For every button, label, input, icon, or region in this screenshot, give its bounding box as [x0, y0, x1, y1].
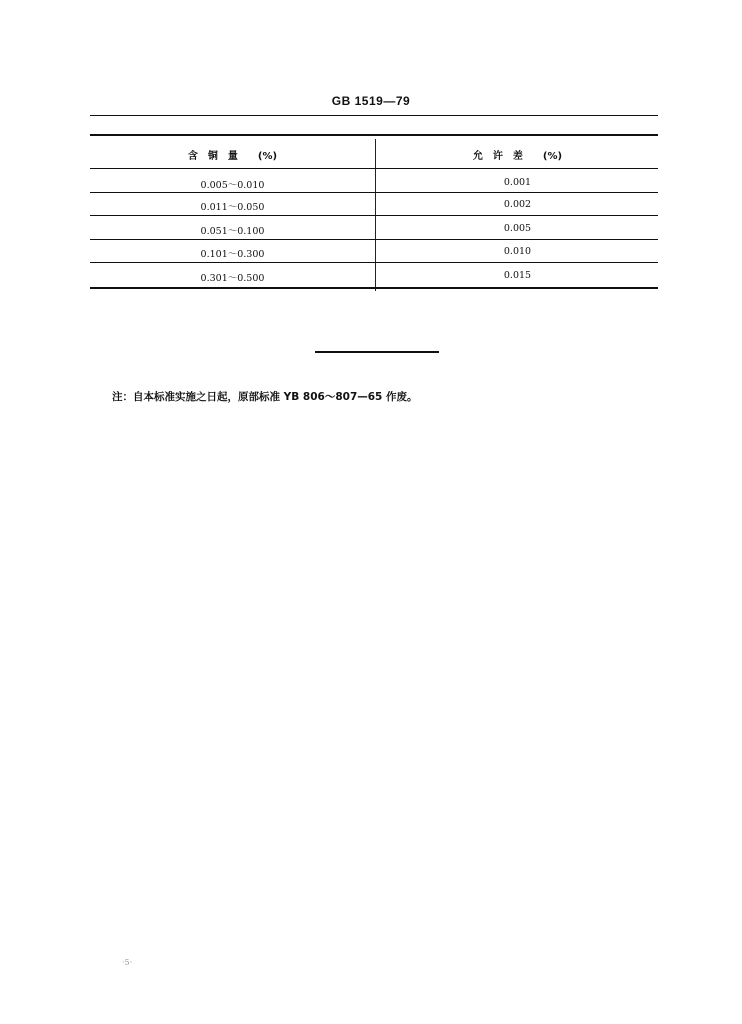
tolerance-value: 0.010	[503, 246, 532, 257]
column-header-copper-content: 含 铜 量 (%)	[187, 151, 278, 162]
row-rule	[90, 215, 658, 216]
table-top-rule	[90, 115, 658, 116]
table-top-rule-thick	[90, 134, 658, 136]
header-rule	[90, 168, 658, 169]
tolerance-value: 0.002	[503, 199, 532, 210]
row-rule	[90, 239, 658, 240]
row-rule	[90, 262, 658, 263]
tolerance-value: 0.015	[503, 270, 532, 281]
copper-range: 0.005～0.010	[200, 180, 265, 191]
section-separator	[315, 351, 439, 353]
page-number: ·5·	[122, 958, 133, 967]
table-bottom-rule	[90, 287, 658, 289]
tolerance-value: 0.001	[503, 177, 532, 188]
tolerance-value: 0.005	[503, 223, 532, 234]
copper-range: 0.101～0.300	[200, 249, 265, 260]
column-header-tolerance: 允 许 差 (%)	[472, 151, 563, 162]
copper-range: 0.301～0.500	[200, 273, 265, 284]
copper-range: 0.011～0.050	[200, 202, 265, 213]
copper-range: 0.051～0.100	[200, 226, 265, 237]
footnote: 注：自本标准实施之日起，原部标准 YB 806～807—65 作废。	[112, 391, 418, 403]
row-rule	[90, 192, 658, 193]
standard-code: GB 1519—79	[331, 94, 411, 108]
